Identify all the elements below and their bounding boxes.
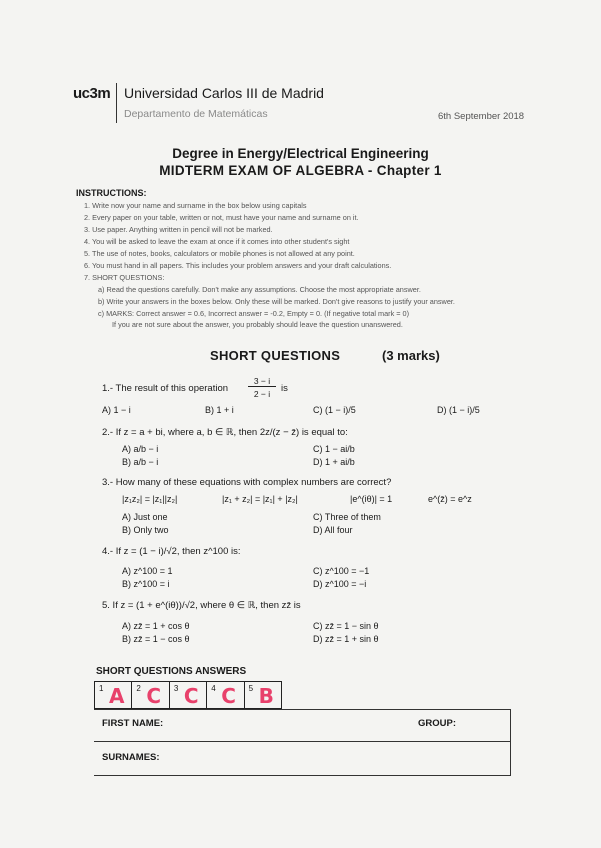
question-3-option-d: D) All four: [313, 525, 353, 535]
answer-cell-1[interactable]: [95, 682, 132, 708]
question-1-option-b: B) 1 + i: [205, 405, 234, 415]
instruction-item: 7. SHORT QUESTIONS:: [84, 273, 165, 282]
answer-cell-2[interactable]: [132, 682, 169, 708]
instruction-subitem: b) Write your answers in the boxes below. Only these will be marked. Don't give reasons to justify your answer.: [98, 297, 455, 306]
answer-cell-4[interactable]: [207, 682, 244, 708]
question-5-option-b: B) zz̄ = 1 − cos θ: [122, 634, 190, 644]
answer-cell-5[interactable]: [245, 682, 281, 708]
handwritten-answer: A: [109, 684, 125, 708]
handwritten-answer: C: [183, 684, 199, 708]
instruction-item: 4. You will be asked to leave the exam at once if it comes into other student's sight: [84, 237, 350, 246]
question-3-equation: e^(z̄) = e^z: [428, 494, 472, 504]
question-2-option-b: B) a/b − i: [122, 457, 159, 467]
answer-cell-number: 1: [99, 684, 104, 693]
instruction-subitem: a) Read the questions carefully. Don't make any assumptions. Choose the most appropriate answer.: [98, 285, 421, 294]
question-3-equation: |z₁ + z₂| = |z₁| + |z₂|: [222, 494, 298, 504]
instruction-item: 1. Write now your name and surname in the box below using capitals: [84, 201, 307, 210]
form-divider: [94, 775, 511, 776]
question-3-option-c: C) Three of them: [313, 512, 381, 522]
exam-date: 6th September 2018: [438, 111, 525, 122]
instruction-subitem: If you are not sure about the answer, you probably should leave the question unanswered.: [112, 320, 403, 329]
header-divider: [116, 83, 117, 123]
handwritten-answer: B: [258, 684, 274, 708]
university-name: Universidad Carlos III de Madrid: [124, 85, 324, 101]
instruction-item: 6. You must hand in all papers. This includes your problem answers and your draft calculations.: [84, 261, 392, 270]
exam-title: MIDTERM EXAM OF ALGEBRA - Chapter 1: [159, 163, 442, 178]
question-3-option-a: A) Just one: [122, 512, 168, 522]
question-1-option-a: A) 1 − i: [102, 405, 131, 415]
department-name: Departamento de Matemáticas: [124, 108, 268, 120]
answers-box: [94, 681, 282, 709]
question-2-option-d: D) 1 + ai/b: [313, 457, 355, 467]
question-1-fraction-numerator: 3 − i: [248, 376, 276, 387]
instructions-heading: INSTRUCTIONS:: [76, 188, 147, 198]
question-2-text: 2.- If z = a + bi, where a, b ∈ ℝ, then 2z/(z − z̄) is equal to:: [102, 427, 348, 438]
question-4-option-c: C) z^100 = −1: [313, 566, 370, 576]
question-3-option-b: B) Only two: [122, 525, 169, 535]
question-4-option-d: D) z^100 = −i: [313, 579, 367, 589]
answer-cell-number: 4: [211, 684, 216, 693]
answer-cell-number: 2: [136, 684, 141, 693]
instruction-item: 2. Every paper on your table, written or not, must have your name and surname on it.: [84, 213, 359, 222]
handwritten-answer: C: [146, 684, 162, 708]
form-divider: [94, 741, 511, 742]
question-4-text: 4.- If z = (1 − i)/√2, then z^100 is:: [102, 546, 241, 557]
question-5-option-d: D) zz̄ = 1 + sin θ: [313, 634, 379, 644]
answer-cell-number: 3: [173, 684, 179, 693]
question-3-equation: |e^(iθ)| = 1: [350, 494, 393, 504]
form-right-border: [510, 709, 511, 775]
degree-title: Degree in Energy/Electrical Engineering: [172, 146, 429, 161]
question-5-text: 5. If z = (1 + e^(iθ))/√2, where θ ∈ ℝ, then zz̄ is: [102, 600, 301, 611]
question-5-option-c: C) zz̄ = 1 − sin θ: [313, 621, 379, 631]
instruction-item: 5. The use of notes, books, calculators or mobile phones is not allowed at any point.: [84, 249, 355, 258]
answer-cell-3[interactable]: [170, 682, 207, 708]
short-questions-marks: (3 marks): [382, 348, 440, 363]
first-name-label: FIRST NAME:: [102, 718, 164, 729]
question-1-fraction-denominator: 2 − i: [253, 389, 271, 399]
handwritten-answer: C: [221, 684, 236, 708]
short-questions-title: SHORT QUESTIONS: [210, 348, 341, 363]
question-3-equation: |z₁z₂| = |z₁||z₂|: [122, 494, 178, 504]
answers-title: SHORT QUESTIONS ANSWERS: [96, 666, 247, 677]
question-1-text: 1.- The result of this operation: [102, 383, 229, 394]
answer-cell-number: 5: [248, 684, 254, 693]
question-5-option-a: A) zz̄ = 1 + cos θ: [122, 621, 190, 631]
question-1-tail: is: [281, 383, 288, 394]
question-1-option-d: D) (1 − i)/5: [437, 405, 480, 415]
question-2-option-a: A) a/b − i: [122, 444, 159, 454]
question-3-text: 3.- How many of these equations with complex numbers are correct?: [102, 477, 392, 488]
question-4-option-b: B) z^100 = i: [122, 579, 170, 589]
instruction-item: 3. Use paper. Anything written in pencil will not be marked.: [84, 225, 273, 234]
question-4-option-a: A) z^100 = 1: [122, 566, 173, 576]
uc3m-logo: uc3m: [73, 85, 111, 102]
question-2-option-c: C) 1 − ai/b: [313, 444, 355, 454]
group-label: GROUP:: [418, 718, 456, 729]
question-1-option-c: C) (1 − i)/5: [313, 405, 356, 415]
instruction-subitem: c) MARKS: Correct answer = 0.6, Incorrect answer = -0.2, Empty = 0. (If negative total mark = 0): [98, 309, 410, 318]
form-divider: [94, 709, 511, 710]
surnames-label: SURNAMES:: [102, 752, 160, 763]
